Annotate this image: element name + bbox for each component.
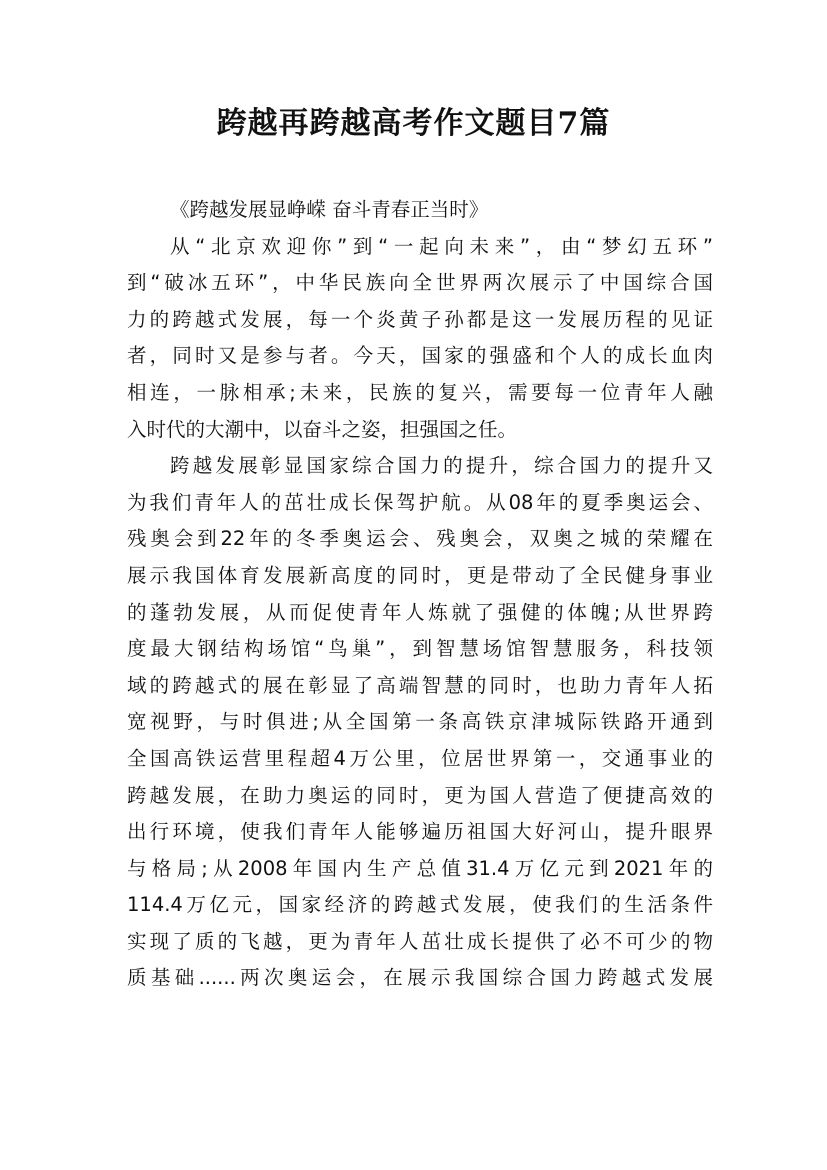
paragraph-1-line-6: 入时代的大潮中，以奋斗之姿，担强国之任。 (127, 417, 518, 441)
paragraph-2-line-8: 宽视野，与时俱进;从全国第一条高铁京津城际铁路开通到 (127, 710, 713, 734)
paragraph-2-line-4: 展示我国体育发展新高度的同时，更是带动了全民健身事业 (127, 563, 713, 587)
paragraph-2-line-2: 为我们青年人的茁壮成长保驾护航。从08年的夏季奥运会、 (127, 490, 713, 514)
paragraph-2-line-12: 与格局;从2008年国内生产总值31.4万亿元到2021年的 (127, 856, 713, 880)
paragraph-2-line-10: 跨越发展，在助力奥运的同时，更为国人营造了便捷高效的 (127, 783, 713, 807)
paragraph-1-line-4: 者，同时又是参与者。今天，国家的强盛和个人的成长血肉 (127, 344, 713, 368)
document-body (127, 192, 713, 997)
paragraph-2-line-11: 出行环境，使我们青年人能够遍历祖国大好河山，提升眼界 (127, 820, 713, 844)
paragraph-2-line-5: 的蓬勃发展，从而促使青年人炼就了强健的体魄;从世界跨 (127, 600, 713, 624)
paragraph-1-line-5: 相连，一脉相承;未来，民族的复兴，需要每一位青年人融 (127, 380, 713, 404)
document-title: 跨越再跨越高考作文题目7篇 (216, 106, 611, 141)
essay-subtitle: 《跨越发展显峥嵘 奋斗青春正当时》 (170, 198, 489, 221)
paragraph-2-line-3: 残奥会到22年的冬季奥运会、残奥会，双奥之城的荣耀在 (127, 527, 713, 551)
paragraph-2-line-13: 114.4万亿元，国家经济的跨越式发展，使我们的生活条件 (127, 893, 713, 917)
paragraph-1-line-2: 到“破冰五环”，中华民族向全世界两次展示了中国综合国 (127, 271, 713, 295)
paragraph-2-line-7: 域的跨越式的展在彰显了高端智慧的同时，也助力青年人拓 (127, 673, 713, 697)
paragraph-2-line-9: 全国高铁运营里程超4万公里，位居世界第一，交通事业的 (127, 746, 713, 770)
paragraph-2-line-6: 度最大钢结构场馆“鸟巢”，到智慧场馆智慧服务，科技领 (127, 637, 713, 661)
paragraph-2-line-1: 跨越发展彰显国家综合国力的提升，综合国力的提升又 (170, 454, 713, 478)
paragraph-2-line-15: 质基础......两次奥运会，在展示我国综合国力跨越式发展 (127, 966, 713, 990)
paragraph-1-line-3: 力的跨越式发展，每一个炎黄子孙都是这一发展历程的见证 (127, 307, 713, 331)
paragraph-1-line-1: 从“北京欢迎你”到“一起向未来”，由“梦幻五环” (170, 234, 713, 258)
paragraph-2-line-14: 实现了质的飞越，更为青年人茁壮成长提供了必不可少的物 (127, 929, 713, 953)
